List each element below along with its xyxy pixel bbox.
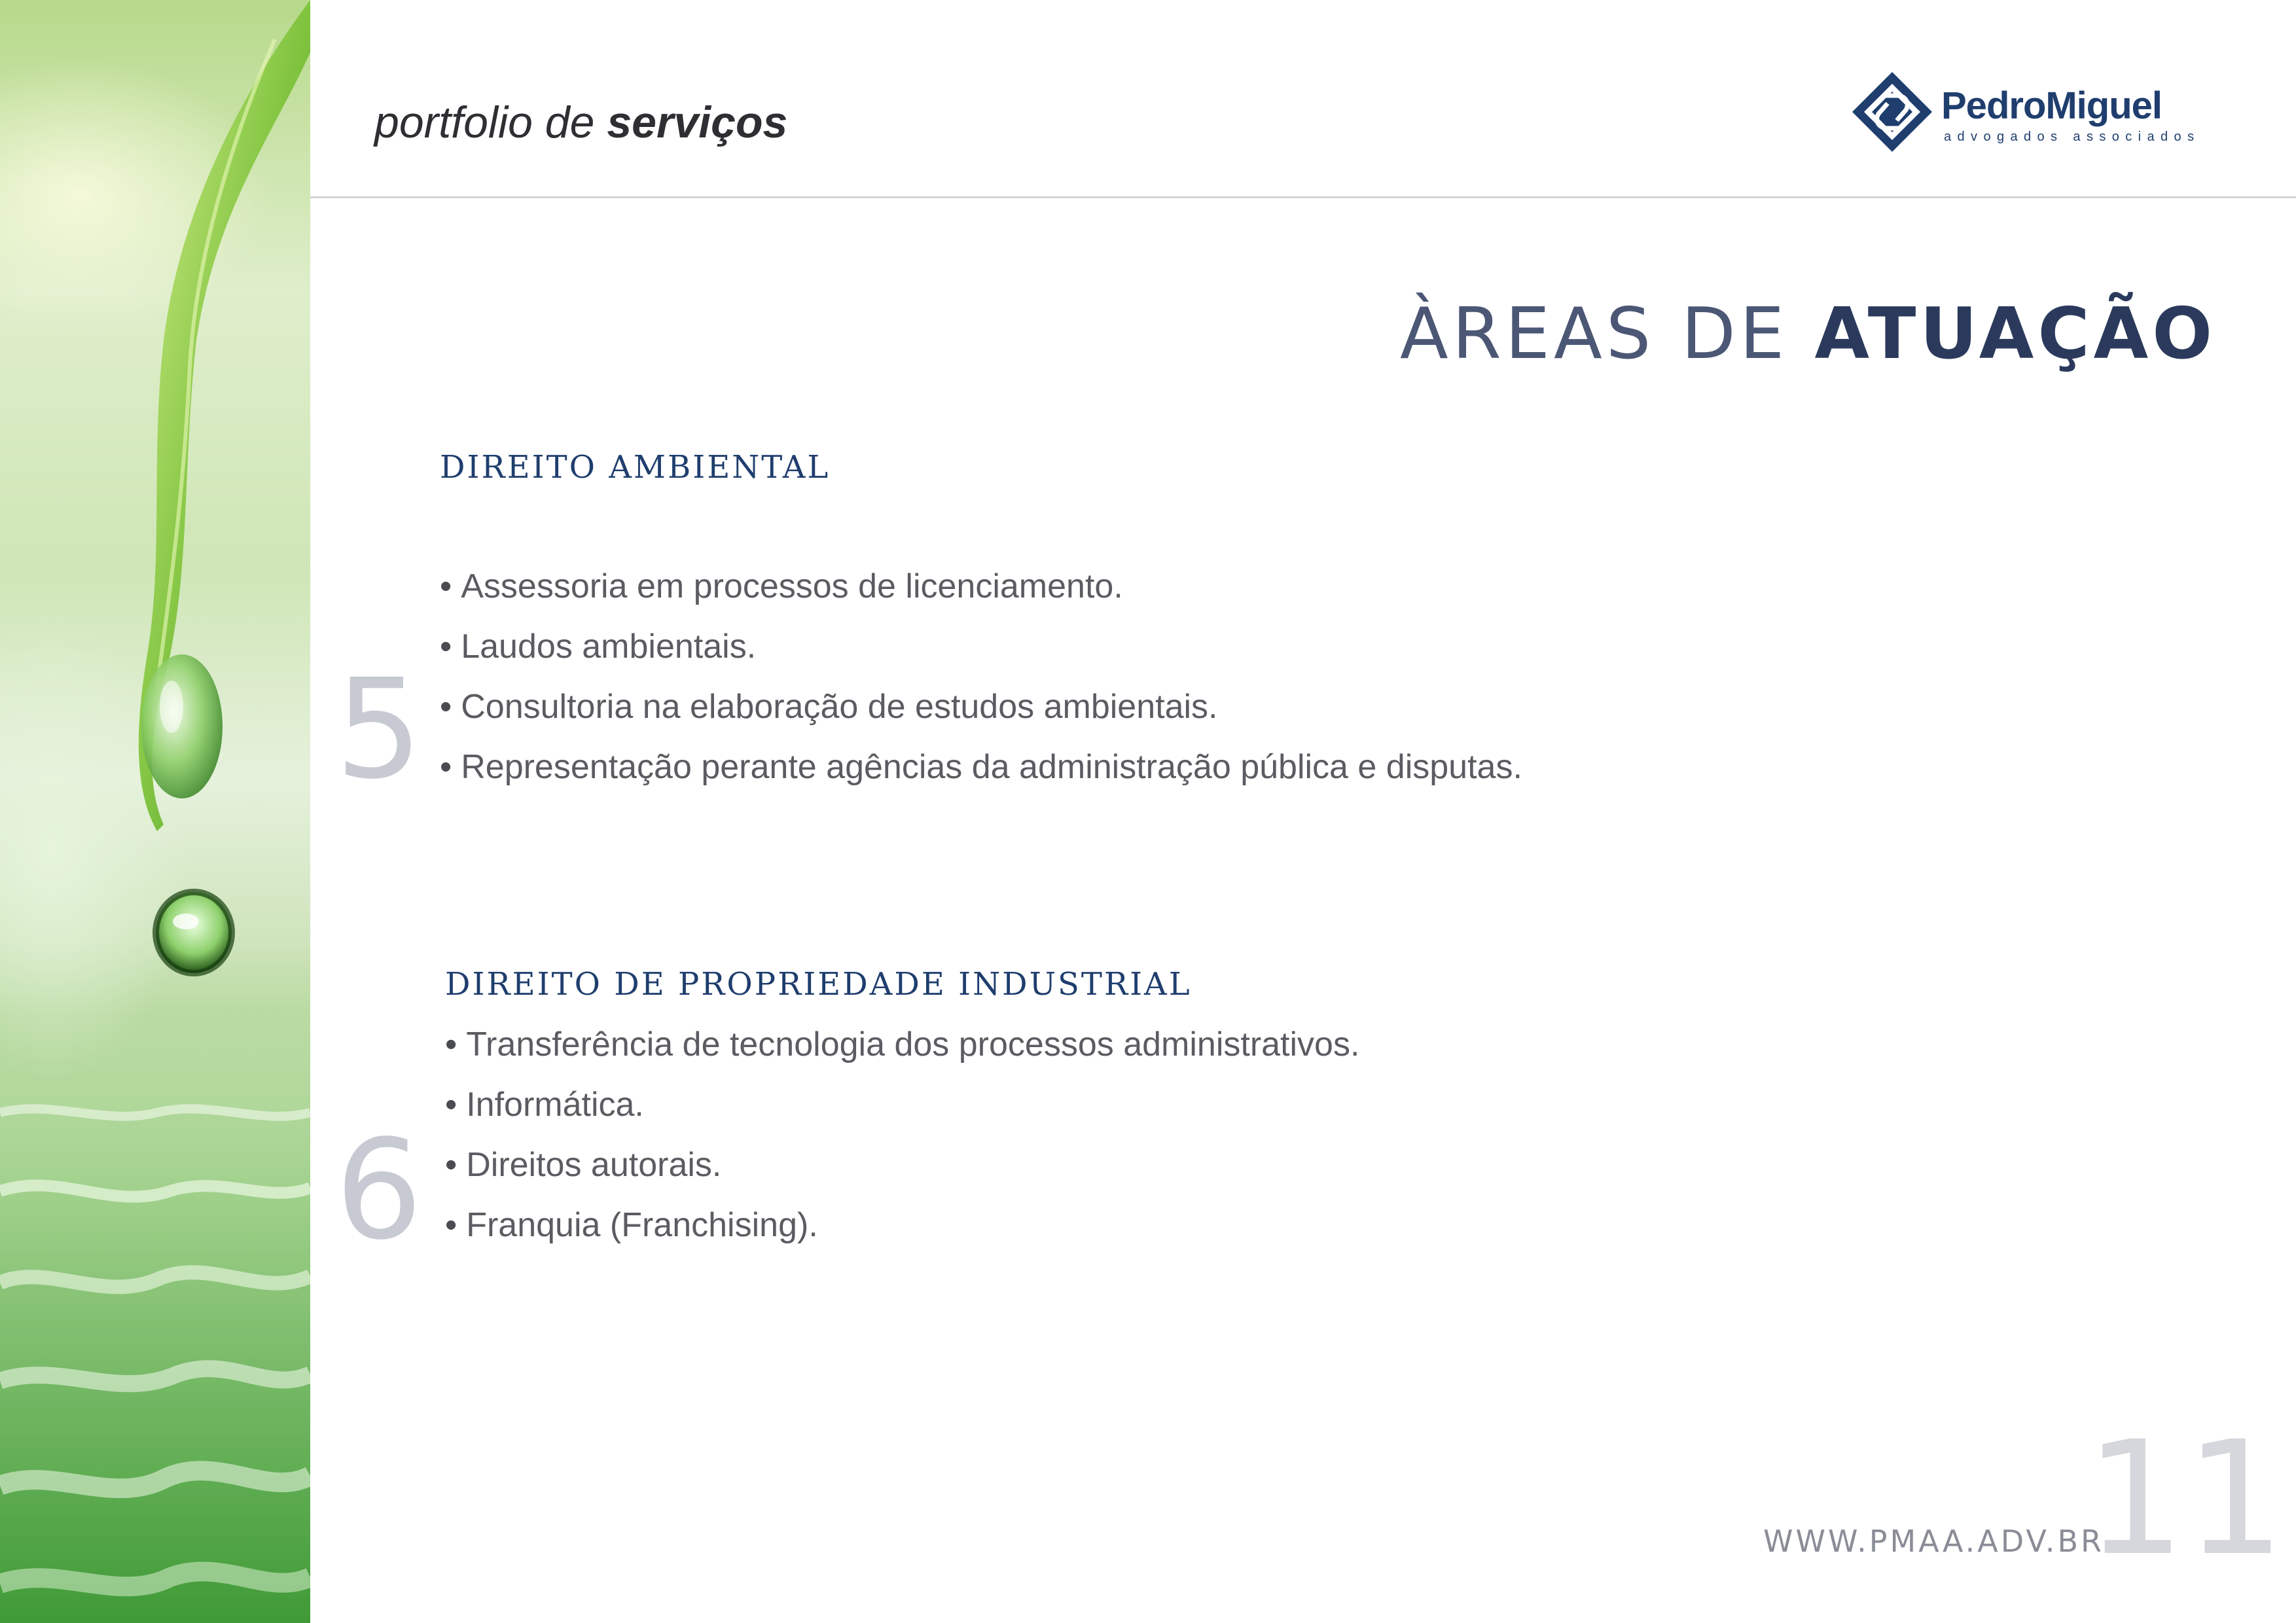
section-heading-light: ÀREAS DE [1399, 293, 1815, 375]
list-item: • Informática. [445, 1075, 1359, 1135]
block-number: 6 [335, 1110, 423, 1270]
block-number: 5 [335, 649, 423, 810]
service-list [440, 556, 1522, 797]
page-number: 11 [2085, 1407, 2286, 1590]
company-logo [1850, 69, 2216, 154]
list-item: • Direitos autorais. [445, 1135, 1359, 1195]
list-item: • Franquia (Franchising). [445, 1195, 1359, 1255]
service-list [445, 1014, 1359, 1255]
logo-name: PedroMiguel [1941, 84, 2162, 127]
document-title [374, 97, 787, 148]
title-bold: serviços [607, 98, 788, 147]
block-title: DIREITO DE PROPRIEDADE INDUSTRIAL [445, 966, 1192, 1003]
logo-tagline: advogados associados [1944, 130, 2200, 144]
list-item: • Consultoria na elaboração de estudos ambientais. [440, 677, 1522, 737]
logo-mark-icon [1850, 69, 1935, 154]
list-item: • Representação perante agências da administração pública e disputas. [440, 737, 1522, 797]
title-light: portfolio de [374, 98, 607, 147]
list-item: • Transferência de tecnologia dos processos administrativos. [445, 1014, 1359, 1075]
website-url: WWW.PMAA.ADV.BR [1763, 1524, 2105, 1559]
section-heading [1400, 293, 2216, 375]
list-item: • Laudos ambientais. [440, 616, 1522, 677]
leaf-water-photo [0, 0, 310, 1623]
header-divider [310, 196, 2296, 198]
block-title: DIREITO AMBIENTAL [440, 449, 831, 486]
list-item: • Assessoria em processos de licenciamento. [440, 556, 1522, 616]
section-heading-bold: ATUAÇÃO [1814, 293, 2216, 375]
